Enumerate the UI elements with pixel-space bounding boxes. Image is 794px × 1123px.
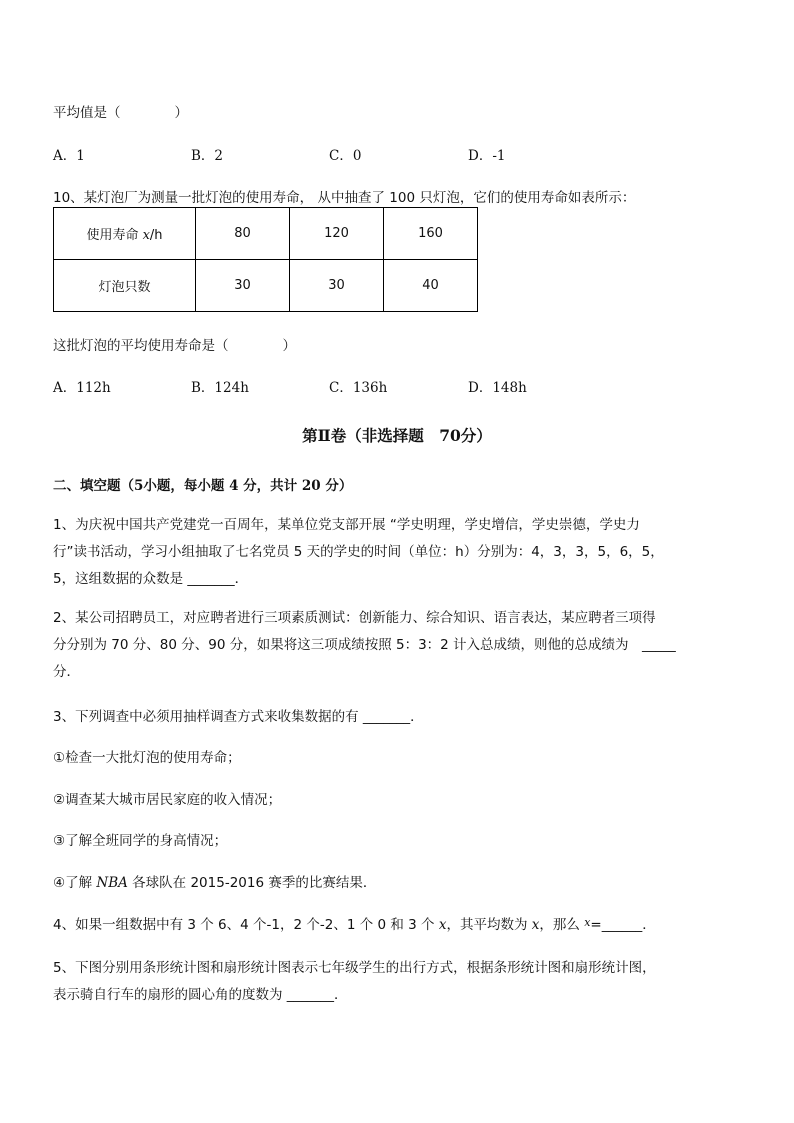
- variable-x: x: [438, 917, 447, 933]
- variable-x: x: [142, 228, 150, 243]
- q3-item-3: ③了解全班同学的身高情况；: [53, 833, 228, 849]
- text-line: 1、为庆祝中国共产党建党一百周年，某单位党支部开展 “学史明理，学史增信，学史崇德，学史力: [53, 517, 640, 533]
- text-span: ，那么: [539, 917, 585, 933]
- q3-item-1: ①检查一大批灯泡的使用寿命；: [53, 750, 241, 766]
- text-line: 分．: [53, 664, 80, 680]
- q9-option-d[interactable]: D．-1: [468, 148, 506, 164]
- variable-x: x: [531, 917, 540, 933]
- text-line: 2、某公司招聘员工，对应聘者进行三项素质测试：创新能力、综合知识、语言表达，某应聘者三项得: [53, 610, 656, 626]
- table-cell: 120: [290, 208, 384, 260]
- q10-stem: 10、某灯泡厂为测量一批灯泡的使用寿命， 从中抽查了 100 只灯泡，它们的使用寿命如表所示：: [53, 190, 636, 206]
- text-span: 各球队在 2015-2016 赛季的比赛结果．: [127, 875, 377, 891]
- q10-option-c[interactable]: C．136h: [329, 380, 388, 396]
- q10-option-a[interactable]: A．112h: [53, 380, 111, 396]
- nba-text: NBA: [96, 875, 128, 891]
- q9-option-c[interactable]: C．0: [329, 148, 362, 164]
- q9-option-b[interactable]: B．2: [191, 148, 224, 164]
- table-cell: 30: [290, 260, 384, 312]
- fill-question-4: [53, 913, 656, 933]
- text-line: 5、下图分别用条形统计图和扇形统计图表示七年级学生的出行方式，根据条形统计图和扇形统计图，: [53, 960, 656, 976]
- section-title: 第Ⅱ卷（非选择题 70分）: [302, 426, 492, 445]
- lifespan-table: [53, 207, 478, 312]
- table-cell: 40: [384, 260, 478, 312]
- table-head-count: 灯泡只数: [54, 260, 196, 312]
- section-subtitle: 二、填空题（5小题，每小题 4 分，共计 20 分）: [53, 478, 353, 494]
- text-line: 分分别为 70 分、80 分、90 分，如果将这三项成绩按照 5：3：2 计入总成绩，则他的总成绩为 _____: [53, 637, 676, 653]
- q10-option-d[interactable]: D．148h: [468, 380, 527, 396]
- fill-question-5: [53, 955, 743, 1009]
- text-span: ，其平均数为: [446, 917, 532, 933]
- table-row: [54, 260, 478, 312]
- fill-question-1: [53, 512, 743, 593]
- text-span: ④了解: [53, 875, 97, 891]
- text-line: 表示骑自行车的扇形的圆心角的度数为 _______．: [53, 987, 348, 1003]
- text-line: 行”读书活动，学习小组抽取了七名党员 5 天的学史的时间（单位：h）分别为：4，3，3，5，6，5，: [53, 544, 664, 560]
- q9-stem-tail: 平均值是（ ）: [53, 105, 188, 121]
- fill-question-3: 3、下列调查中必须用抽样调查方式来收集数据的有 _______．: [53, 709, 424, 725]
- table-cell: 160: [384, 208, 478, 260]
- q10-question: 这批灯泡的平均使用寿命是（ ）: [53, 338, 296, 354]
- table-head-text: 使用寿命: [86, 228, 143, 243]
- table-head-lifespan: [54, 208, 196, 260]
- text-span: =______．: [590, 917, 656, 933]
- table-cell: 30: [196, 260, 290, 312]
- table-row: [54, 208, 478, 260]
- fill-question-2: [53, 605, 743, 686]
- table-cell: 80: [196, 208, 290, 260]
- q3-item-2: ②调查某大城市居民家庭的收入情况；: [53, 792, 282, 808]
- text-span: 4、如果一组数据中有 3 个 6、4 个-1，2 个-2、1 个 0 和 3 个: [53, 917, 439, 933]
- q3-item-4: [53, 871, 376, 891]
- q9-option-a[interactable]: A．1: [53, 148, 85, 164]
- table-head-unit: /h: [149, 228, 163, 243]
- text-line: 5，这组数据的众数是 _______．: [53, 571, 249, 587]
- q10-option-b[interactable]: B．124h: [191, 380, 249, 396]
- variable-x: x: [584, 916, 591, 929]
